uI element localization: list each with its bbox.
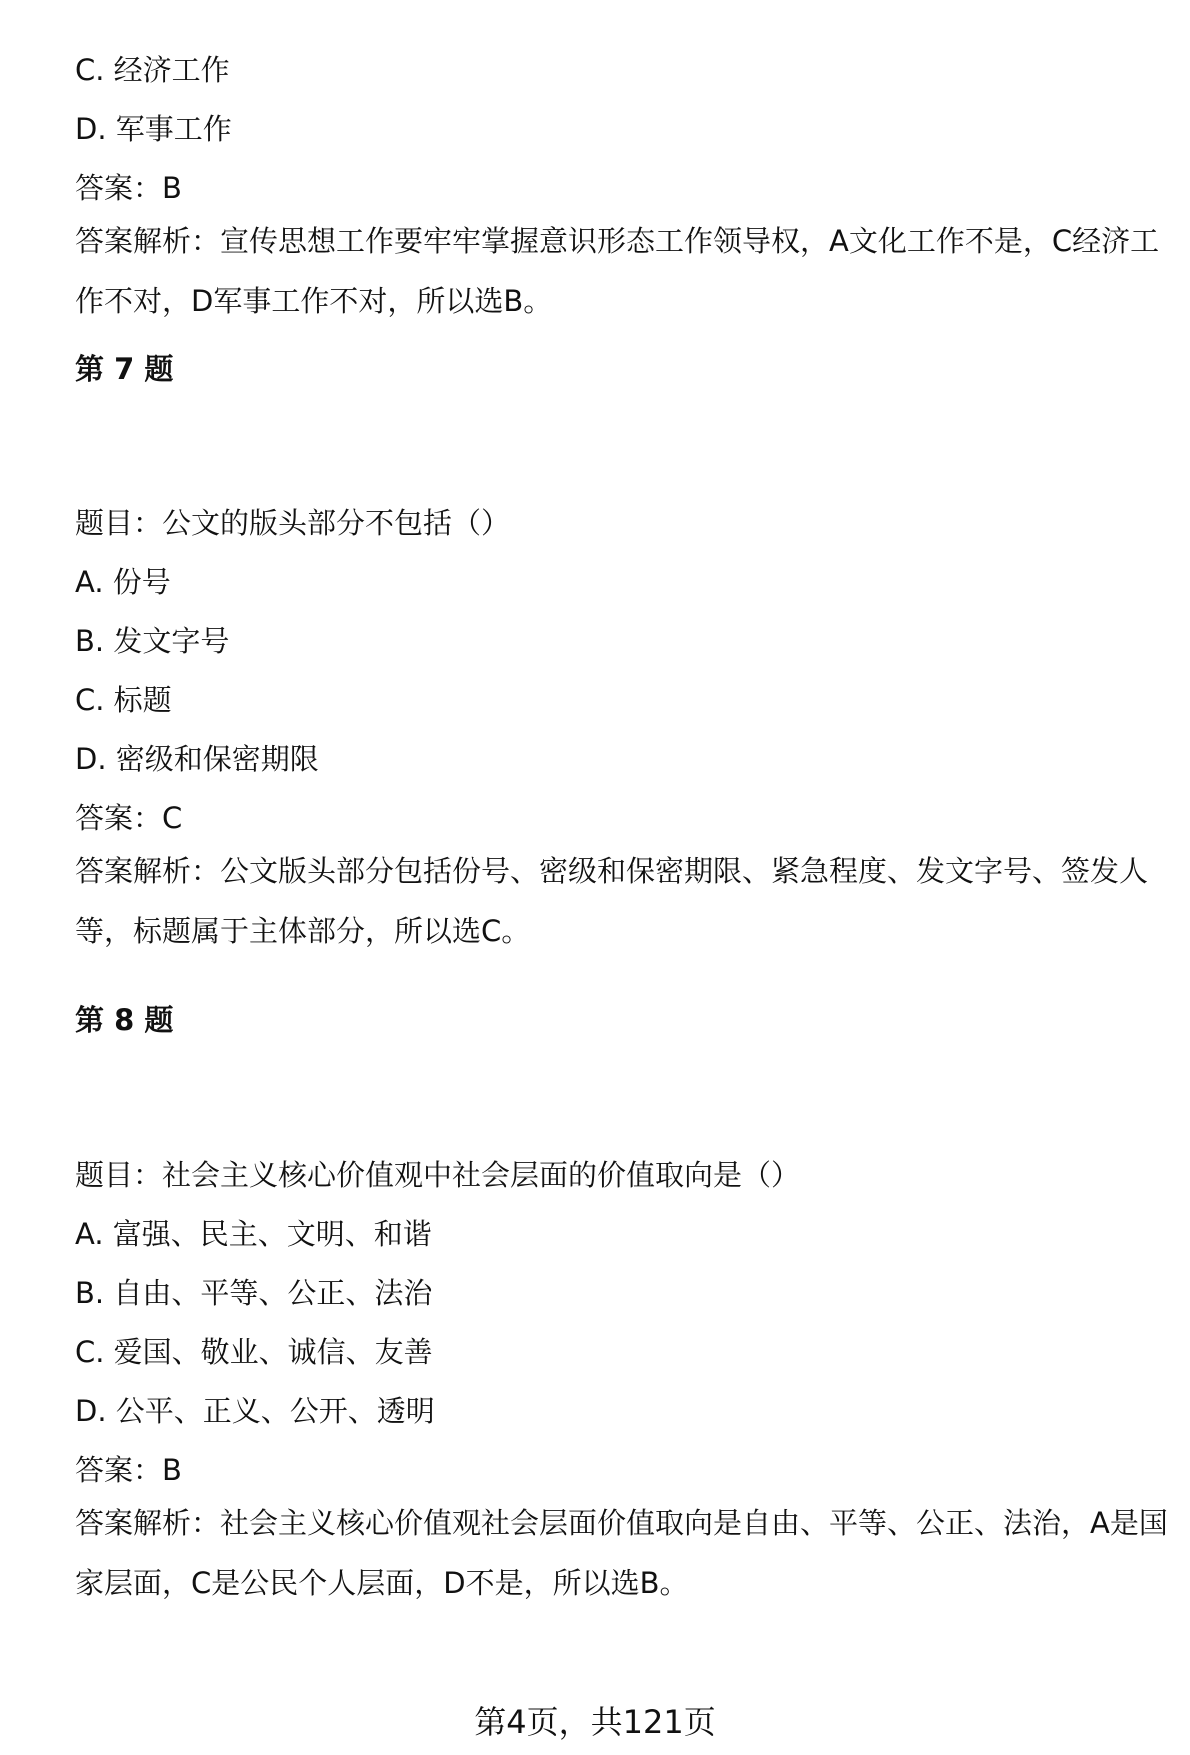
q8-heading: 第 8 题: [75, 1003, 174, 1037]
q6-analysis: 答案解析：宣传思想工作要牢牢掌握意识形态工作领导权，A文化工作不是，C经济工作不对，D军事工作不对，所以选B。: [75, 224, 1160, 318]
q6-option-c: C. 经济工作: [75, 53, 230, 87]
q8-question: 题目：社会主义核心价值观中社会层面的价值取向是（）: [75, 1158, 801, 1192]
q7-question: 题目：公文的版头部分不包括（）: [75, 506, 511, 540]
q7-option-d: D. 密级和保密期限: [75, 742, 319, 776]
q7-answer: 答案：C: [75, 801, 183, 835]
q8-option-a: A. 富强、民主、文明、和谐: [75, 1217, 432, 1251]
q8-answer: 答案：B: [75, 1453, 182, 1487]
page-number: 第4页，共121页: [474, 1703, 716, 1741]
q8-option-b: B. 自由、平等、公正、法治: [75, 1276, 433, 1310]
q7-option-a: A. 份号: [75, 565, 171, 599]
q8-option-c: C. 爱国、敬业、诚信、友善: [75, 1335, 433, 1369]
q6-answer: 答案：B: [75, 171, 182, 205]
q7-analysis: 答案解析：公文版头部分包括份号、密级和保密期限、紧急程度、发文字号、签发人等，标题属于主体部分，所以选C。: [75, 854, 1149, 948]
q6-option-d: D. 军事工作: [75, 112, 232, 146]
q7-option-c: C. 标题: [75, 683, 172, 717]
q7-option-b: B. 发文字号: [75, 624, 230, 658]
q7-heading: 第 7 题: [75, 352, 174, 386]
document-page: [75, 0, 1175, 1755]
q8-option-d: D. 公平、正义、公开、透明: [75, 1394, 435, 1428]
q8-analysis: 答案解析：社会主义核心价值观社会层面价值取向是自由、平等、公正、法治，A是国家层面，C是公民个人层面，D不是，所以选B。: [75, 1506, 1168, 1600]
